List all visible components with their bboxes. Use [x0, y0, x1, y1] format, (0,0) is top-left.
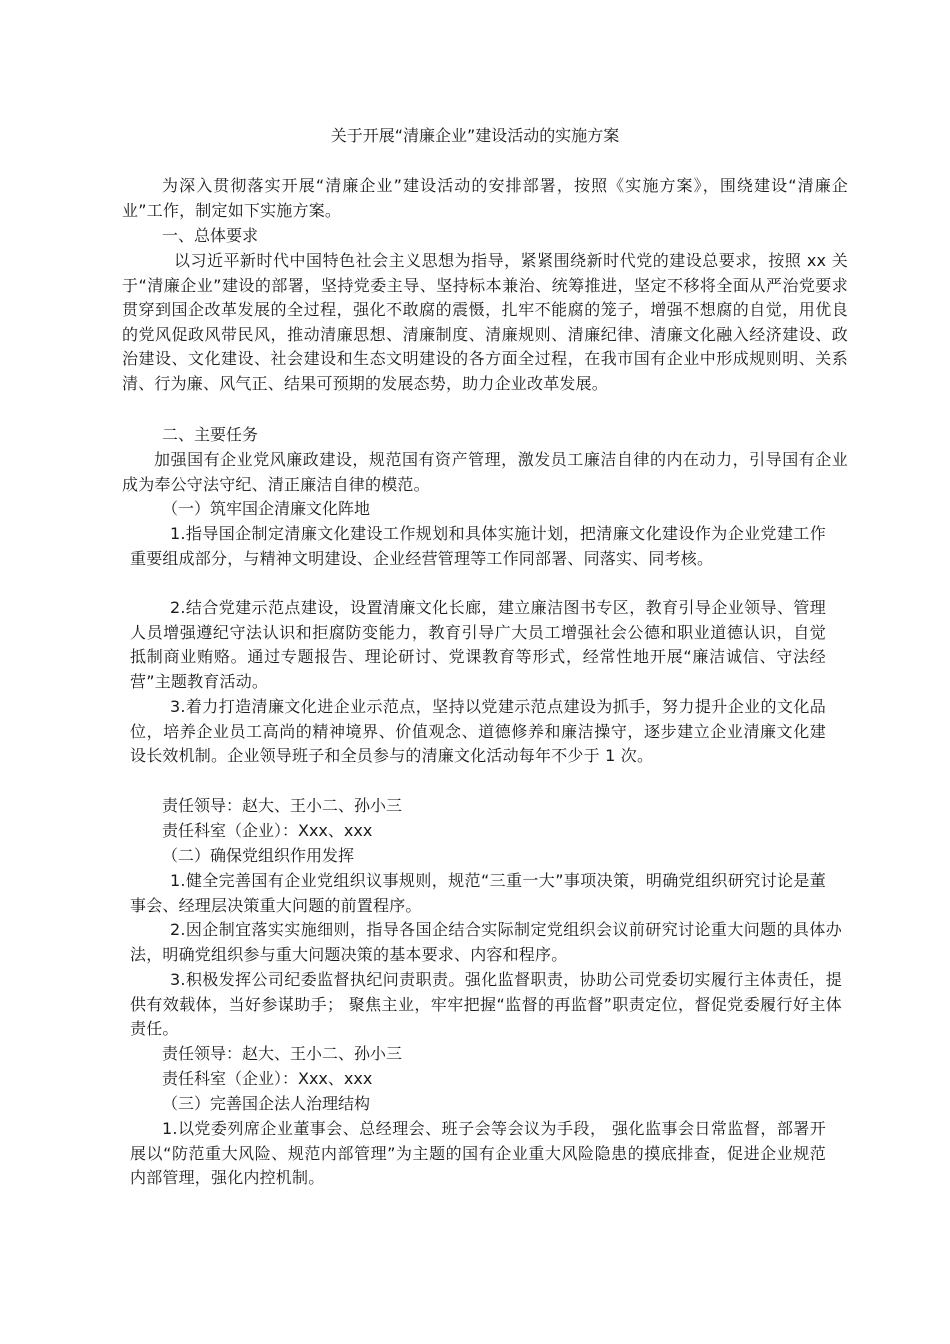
intro-paragraph: 为深入贯彻落实开展“清廉企业”建设活动的安排部署，按照《实施方案》，围绕建设“清廉企业”工作，制定如下实施方案。 [122, 176, 848, 220]
document-title: 关于开展“清廉企业”建设活动的实施方案 [330, 126, 620, 145]
section-heading-main-tasks: 二、主要任务 [162, 425, 259, 444]
section-heading-general-requirements: 一、总体要求 [162, 226, 259, 245]
subsection-heading-2: （二）确保党组织作用发挥 [162, 846, 355, 865]
subsection-2-item-2: 2.因企制宜落实实施细则，指导各国企结合实际制定党组织会议前研究讨论重大问题的具体办法，明确党组织参与重大问题决策的基本要求、内容和程序。 [130, 920, 842, 964]
subsection-3-item-1: 1.以党委列席企业董事会、总经理会、班子会等会议为手段， 强化监事会日常监督，部署开展以“防范重大风险、规范内部管理”为主题的国有企业重大风险隐患的摸底排查，促进企业规范内部管理，强化内控机制。 [130, 1119, 826, 1188]
subsection-1-responsible-leaders: 责任领导：赵大、王小二、孙小三 [162, 796, 403, 815]
subsection-1-responsible-office: 责任科室（企业）：Xxx、xxx [162, 821, 373, 840]
subsection-2-responsible-office: 责任科室（企业）：Xxx、xxx [162, 1069, 373, 1088]
subsection-heading-3: （三）完善国企法人治理结构 [162, 1094, 371, 1113]
subsection-1-item-1: 1.指导国企制定清廉文化建设工作规划和具体实施计划，把清廉文化建设作为企业党建工作重要组成部分，与精神文明建设、企业经营管理等工作同部署、同落实、同考核。 [130, 524, 826, 568]
subsection-1-item-3: 3.着力打造清廉文化进企业示范点，坚持以党建示范点建设为抓手，努力提升企业的文化品位，培养企业员工高尚的精神境界、价值观念、道德修养和廉洁操守，逐步建立企业清廉文化建设长效机制。企业领导班子和全员参与的清廉文化活动每年不少于 1 次。 [130, 697, 826, 766]
subsection-2-item-1: 1.健全完善国有企业党组织议事规则，规范“三重一大”事项决策，明确党组织研究讨论是董事会、经理层决策重大问题的前置程序。 [130, 871, 826, 915]
subsection-heading-1: （一）筑牢国企清廉文化阵地 [162, 499, 371, 518]
subsection-2-item-3: 3.积极发挥公司纪委监督执纪问责职责。强化监督职责，协助公司党委切实履行主体责任，提供有效载体，当好参谋助手； 聚焦主业，牢牢把握“监督的再监督”职责定位，督促党委履行好主体责任。 [130, 970, 842, 1039]
subsection-1-item-2: 2.结合党建示范点建设，设置清廉文化长廊，建立廉洁图书专区，教育引导企业领导、管理人员增强遵纪守法认识和拒腐防变能力，教育引导广大员工增强社会公德和职业道德认识，自觉抵制商业贿赂。通过专题报告、理论研讨、党课教育等形式，经常性地开展“廉洁诚信、守法经营”主题教育活动。 [130, 598, 826, 691]
subsection-2-responsible-leaders: 责任领导：赵大、王小二、孙小三 [162, 1044, 403, 1063]
main-tasks-paragraph: 加强国有企业党风廉政建设，规范国有资产管理，激发员工廉洁自律的内在动力，引导国有企业成为奉公守法守纪、清正廉洁自律的模范。 [122, 450, 848, 494]
general-requirements-paragraph: 以习近平新时代中国特色社会主义思想为指导，紧紧围绕新时代党的建设总要求，按照 xx 关于“清廉企业”建设的部署，坚持党委主导、坚持标本兼治、统筹推进，坚定不移将全面从严治党要求贯穿到国企改革发展的全过程，强化不敢腐的震慑，扎牢不能腐的笼子，增强不想腐的自觉，用优良的党风促政风带民风，推动清廉思想、清廉制度、清廉规则、清廉纪律、清廉文化融入经济建设、政治建设、文化建设、社会建设和生态文明建设的各方面全过程，在我市国有企业中形成规则明、关系清、行为廉、风气正、结果可预期的发展态势，助力企业改革发展。 [122, 251, 848, 393]
